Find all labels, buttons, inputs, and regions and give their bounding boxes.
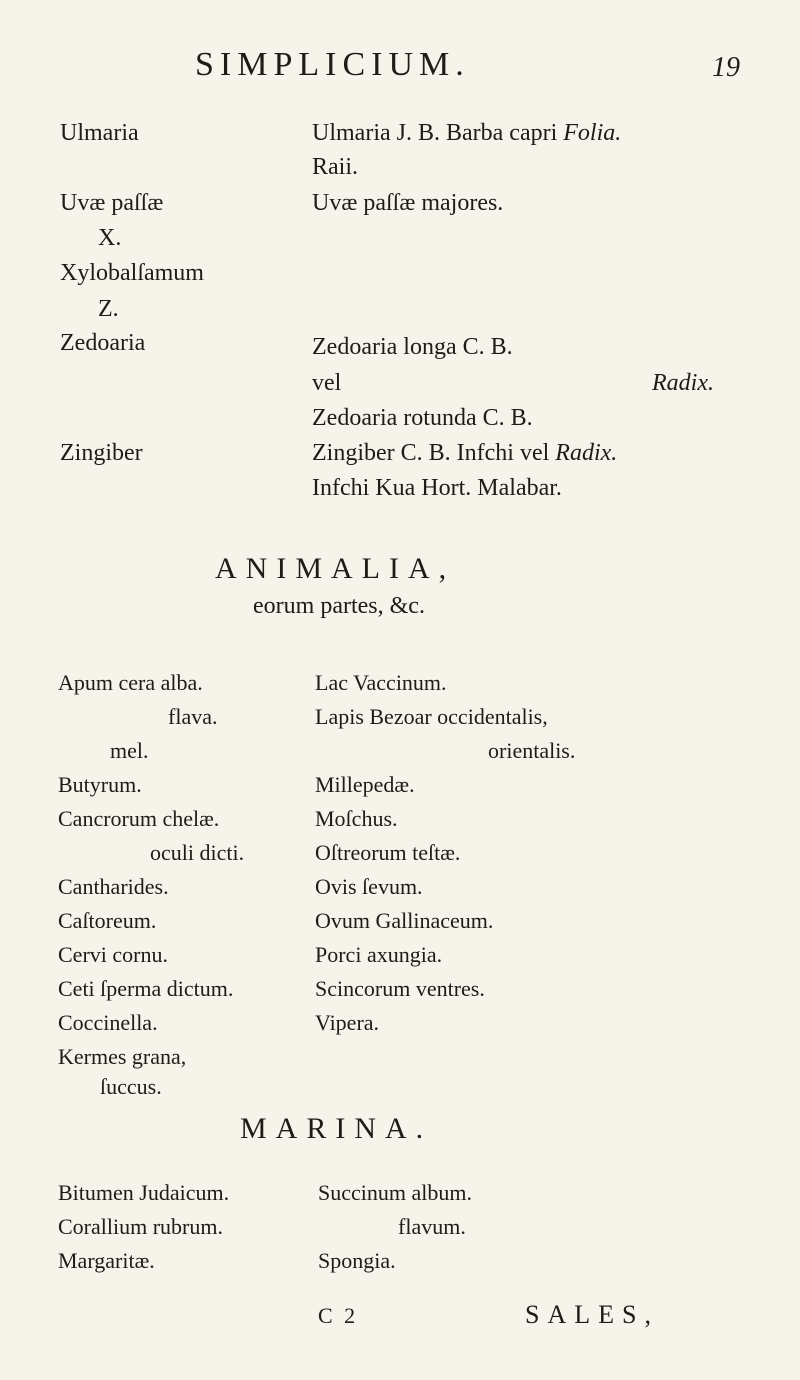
animal-right-item: Oſtreorum teſtæ. bbox=[315, 840, 461, 865]
animal-left-item: Butyrum. bbox=[58, 772, 142, 797]
section-title-marina: MARINA. bbox=[240, 1112, 433, 1145]
running-title: SIMPLICIUM. bbox=[195, 46, 470, 83]
marina-left-item: Margaritæ. bbox=[58, 1248, 155, 1273]
marina-right-item: flavum. bbox=[398, 1214, 466, 1239]
entry-left-uvae: Uvæ paſſæ bbox=[60, 190, 164, 216]
animal-left-item: Caſtoreum. bbox=[58, 908, 157, 933]
page-number: 19 bbox=[712, 52, 740, 83]
marina-left-item: Corallium rubrum. bbox=[58, 1214, 223, 1239]
animal-left-item: Apum cera alba. bbox=[58, 670, 203, 695]
section-subtitle-animalia: eorum partes, &c. bbox=[253, 593, 425, 619]
letter-heading-z: Z. bbox=[98, 296, 119, 322]
animal-left-item: Kermes grana, bbox=[58, 1044, 187, 1069]
animal-left-item: Cervi cornu. bbox=[58, 942, 168, 967]
animal-right-item: Ovum Gallinaceum. bbox=[315, 908, 494, 933]
animal-left-item: Ceti ſperma dictum. bbox=[58, 976, 234, 1001]
animal-left-item: oculi dicti. bbox=[150, 840, 245, 865]
animal-left-item: Coccinella. bbox=[58, 1010, 158, 1035]
entry-left-zedoaria: Zedoaria bbox=[60, 330, 146, 356]
animal-left-item: flava. bbox=[168, 704, 218, 729]
entry-left-xylobalsamum: Xylobalſamum bbox=[60, 260, 204, 286]
entry-left-ulmaria: Ulmaria bbox=[60, 120, 139, 146]
catchword: SALES, bbox=[525, 1300, 659, 1329]
marina-right-item: Succinum album. bbox=[318, 1180, 472, 1205]
animal-left-item: Cantharides. bbox=[58, 874, 169, 899]
animal-left-item: mel. bbox=[110, 738, 149, 763]
animal-right-item: Vipera. bbox=[315, 1010, 380, 1035]
entry-right-ulmaria-2: Raii. bbox=[312, 154, 358, 180]
marina-left-item: Bitumen Judaicum. bbox=[58, 1180, 230, 1205]
entry-left-zingiber: Zingiber bbox=[60, 440, 143, 466]
marina-right-item: Spongia. bbox=[318, 1248, 396, 1273]
entry-right-ulmaria: Ulmaria J. B. Barba capri Folia. bbox=[312, 120, 622, 146]
animal-left-item: ſuccus. bbox=[100, 1074, 162, 1099]
entry-right-zingiber-1: Zingiber C. B. Infchi vel Radix. bbox=[312, 440, 618, 466]
animal-right-item: Lac Vaccinum. bbox=[315, 670, 447, 695]
entry-right-zingiber-2: Infchi Kua Hort. Malabar. bbox=[312, 475, 562, 501]
animal-right-item: Millepedæ. bbox=[315, 772, 415, 797]
letter-heading-x: X. bbox=[98, 225, 122, 251]
entry-right-uvae: Uvæ paſſæ majores. bbox=[312, 190, 504, 216]
section-title-animalia: ANIMALIA, bbox=[215, 552, 456, 585]
animal-right-item: Scincorum ventres. bbox=[315, 976, 485, 1001]
part-label-radix: Radix. bbox=[652, 370, 714, 396]
animal-right-item: Moſchus. bbox=[315, 806, 398, 831]
animal-left-item: Cancrorum chelæ. bbox=[58, 806, 220, 831]
animal-right-item: Lapis Bezoar occidentalis, bbox=[315, 704, 548, 729]
animal-right-item: Ovis ſevum. bbox=[315, 874, 423, 899]
signature-mark: C 2 bbox=[318, 1303, 359, 1328]
animal-right-item: Porci axungia. bbox=[315, 942, 443, 967]
animal-right-item: orientalis. bbox=[488, 738, 576, 763]
entry-right-zedoaria-2: vel bbox=[312, 370, 342, 396]
entry-right-zedoaria-3: Zedoaria rotunda C. B. bbox=[312, 405, 533, 431]
entry-right-zedoaria-1: Zedoaria longa C. B. bbox=[312, 334, 513, 360]
